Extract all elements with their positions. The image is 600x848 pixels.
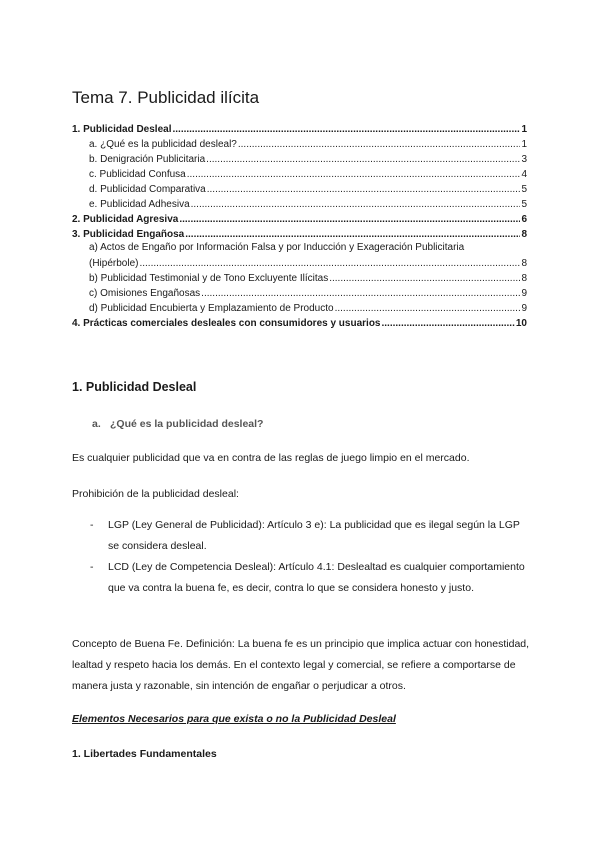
prohibition-intro: Prohibición de la publicidad desleal: (72, 488, 239, 500)
toc-leader (185, 228, 520, 241)
elements-heading: Elementos Necesarios para que exista o no la Publicidad Desleal (72, 713, 396, 725)
toc-entry-page: 4 (521, 169, 527, 180)
bullet-text: LCD (Ley de Competencia Desleal): Artículo 4.1: Deslealtad es cualquier comportamiento que va contra la buena fe, es decir, contra lo que se considera honesto y justo. (108, 561, 525, 594)
definition-paragraph: Es cualquier publicidad que va en contra de las reglas de juego limpio en el mercado. (72, 452, 470, 464)
toc-entry[interactable] (72, 241, 527, 270)
toc-entry[interactable] (72, 151, 527, 166)
toc-entry-label: c) Omisiones Engañosas (89, 288, 201, 299)
subsection-marker: a. (92, 418, 101, 430)
toc-leader (382, 317, 515, 330)
bullet-text: LGP (Ley General de Publicidad): Artículo 3 e): La publicidad que es ilegal según la LGP se considera desleal. (108, 519, 520, 552)
toc-entry-page: 9 (521, 288, 527, 299)
toc-leader (201, 287, 520, 300)
toc-entry-page: 3 (521, 154, 527, 165)
toc-leader (335, 302, 521, 315)
toc-entry-label: 1. Publicidad Desleal (72, 124, 172, 135)
bullet-dash: - (90, 519, 94, 531)
toc-entry[interactable] (72, 166, 527, 181)
toc-entry-label: b) Publicidad Testimonial y de Tono Excluyente Ilícitas (89, 273, 329, 284)
toc-entry-page: 8 (521, 229, 527, 240)
toc-entry[interactable] (72, 315, 527, 330)
toc-entry-label-line2: (Hipérbole) (89, 258, 139, 269)
section-heading: 1. Publicidad Desleal (72, 380, 197, 394)
toc-entry-label: c. Publicidad Confusa (89, 169, 186, 180)
toc-leader (172, 123, 520, 136)
document-title: Tema 7. Publicidad ilícita (72, 88, 260, 107)
toc-entry-label: b. Denigración Publicitaria (89, 154, 206, 165)
toc-entry-label: 2. Publicidad Agresiva (72, 214, 179, 225)
bullet-item (90, 557, 530, 599)
toc-entry-page: 5 (521, 184, 527, 195)
toc-entry-label: a. ¿Qué es la publicidad desleal? (89, 139, 237, 150)
toc-entry-label-line1: a) Actos de Engaño por Información Falsa y por Inducción y Exageración Publicitaria (89, 242, 465, 253)
toc-leader (238, 138, 521, 151)
toc-entry-page: 9 (521, 303, 527, 314)
toc-entry-page: 5 (521, 199, 527, 210)
toc-entry-page: 8 (521, 258, 527, 269)
bullet-item (90, 515, 530, 557)
toc-entry-label: 4. Prácticas comerciales desleales con consumidores y usuarios (72, 318, 381, 329)
toc-entry[interactable] (72, 121, 527, 136)
toc-leader (207, 183, 521, 196)
toc-leader (191, 198, 521, 211)
subsection-title: ¿Qué es la publicidad desleal? (110, 418, 264, 430)
subsection-heading (92, 418, 263, 430)
freedoms-heading: 1. Libertades Fundamentales (72, 748, 217, 760)
toc-entry-page: 6 (521, 214, 527, 225)
toc-entry[interactable] (72, 285, 527, 300)
toc-entry[interactable] (72, 300, 527, 315)
toc-entry[interactable] (72, 136, 527, 151)
toc-entry-label: d. Publicidad Comparativa (89, 184, 206, 195)
bullet-dash: - (90, 561, 94, 573)
toc-leader (179, 213, 520, 226)
toc-entry-label: 3. Publicidad Engañosa (72, 229, 185, 240)
toc-entry[interactable] (72, 270, 527, 285)
toc-leader (139, 257, 520, 270)
toc-leader (206, 153, 520, 166)
toc-entry-page: 10 (515, 318, 527, 329)
toc-entry[interactable] (72, 181, 527, 196)
good-faith-paragraph: Concepto de Buena Fe. Definición: La buena fe es un principio que implica actuar con honestidad, lealtad y respeto hacia los demás. En el contexto legal y comercial, se refiere a comportarse de manera justa y razonable, sin intención de engañar o perjudicar a otros. (72, 638, 530, 692)
toc-entry-page: 8 (521, 273, 527, 284)
toc-leader (187, 168, 521, 181)
table-of-contents (72, 121, 527, 330)
toc-leader (329, 272, 520, 285)
toc-entry[interactable] (72, 211, 527, 226)
toc-entry-page: 1 (521, 139, 527, 150)
toc-entry-label: e. Publicidad Adhesiva (89, 199, 190, 210)
toc-entry-page: 1 (521, 124, 527, 135)
toc-entry-label: d) Publicidad Encubierta y Emplazamiento de Producto (89, 303, 334, 314)
toc-entry[interactable] (72, 196, 527, 211)
toc-entry[interactable] (72, 226, 527, 241)
